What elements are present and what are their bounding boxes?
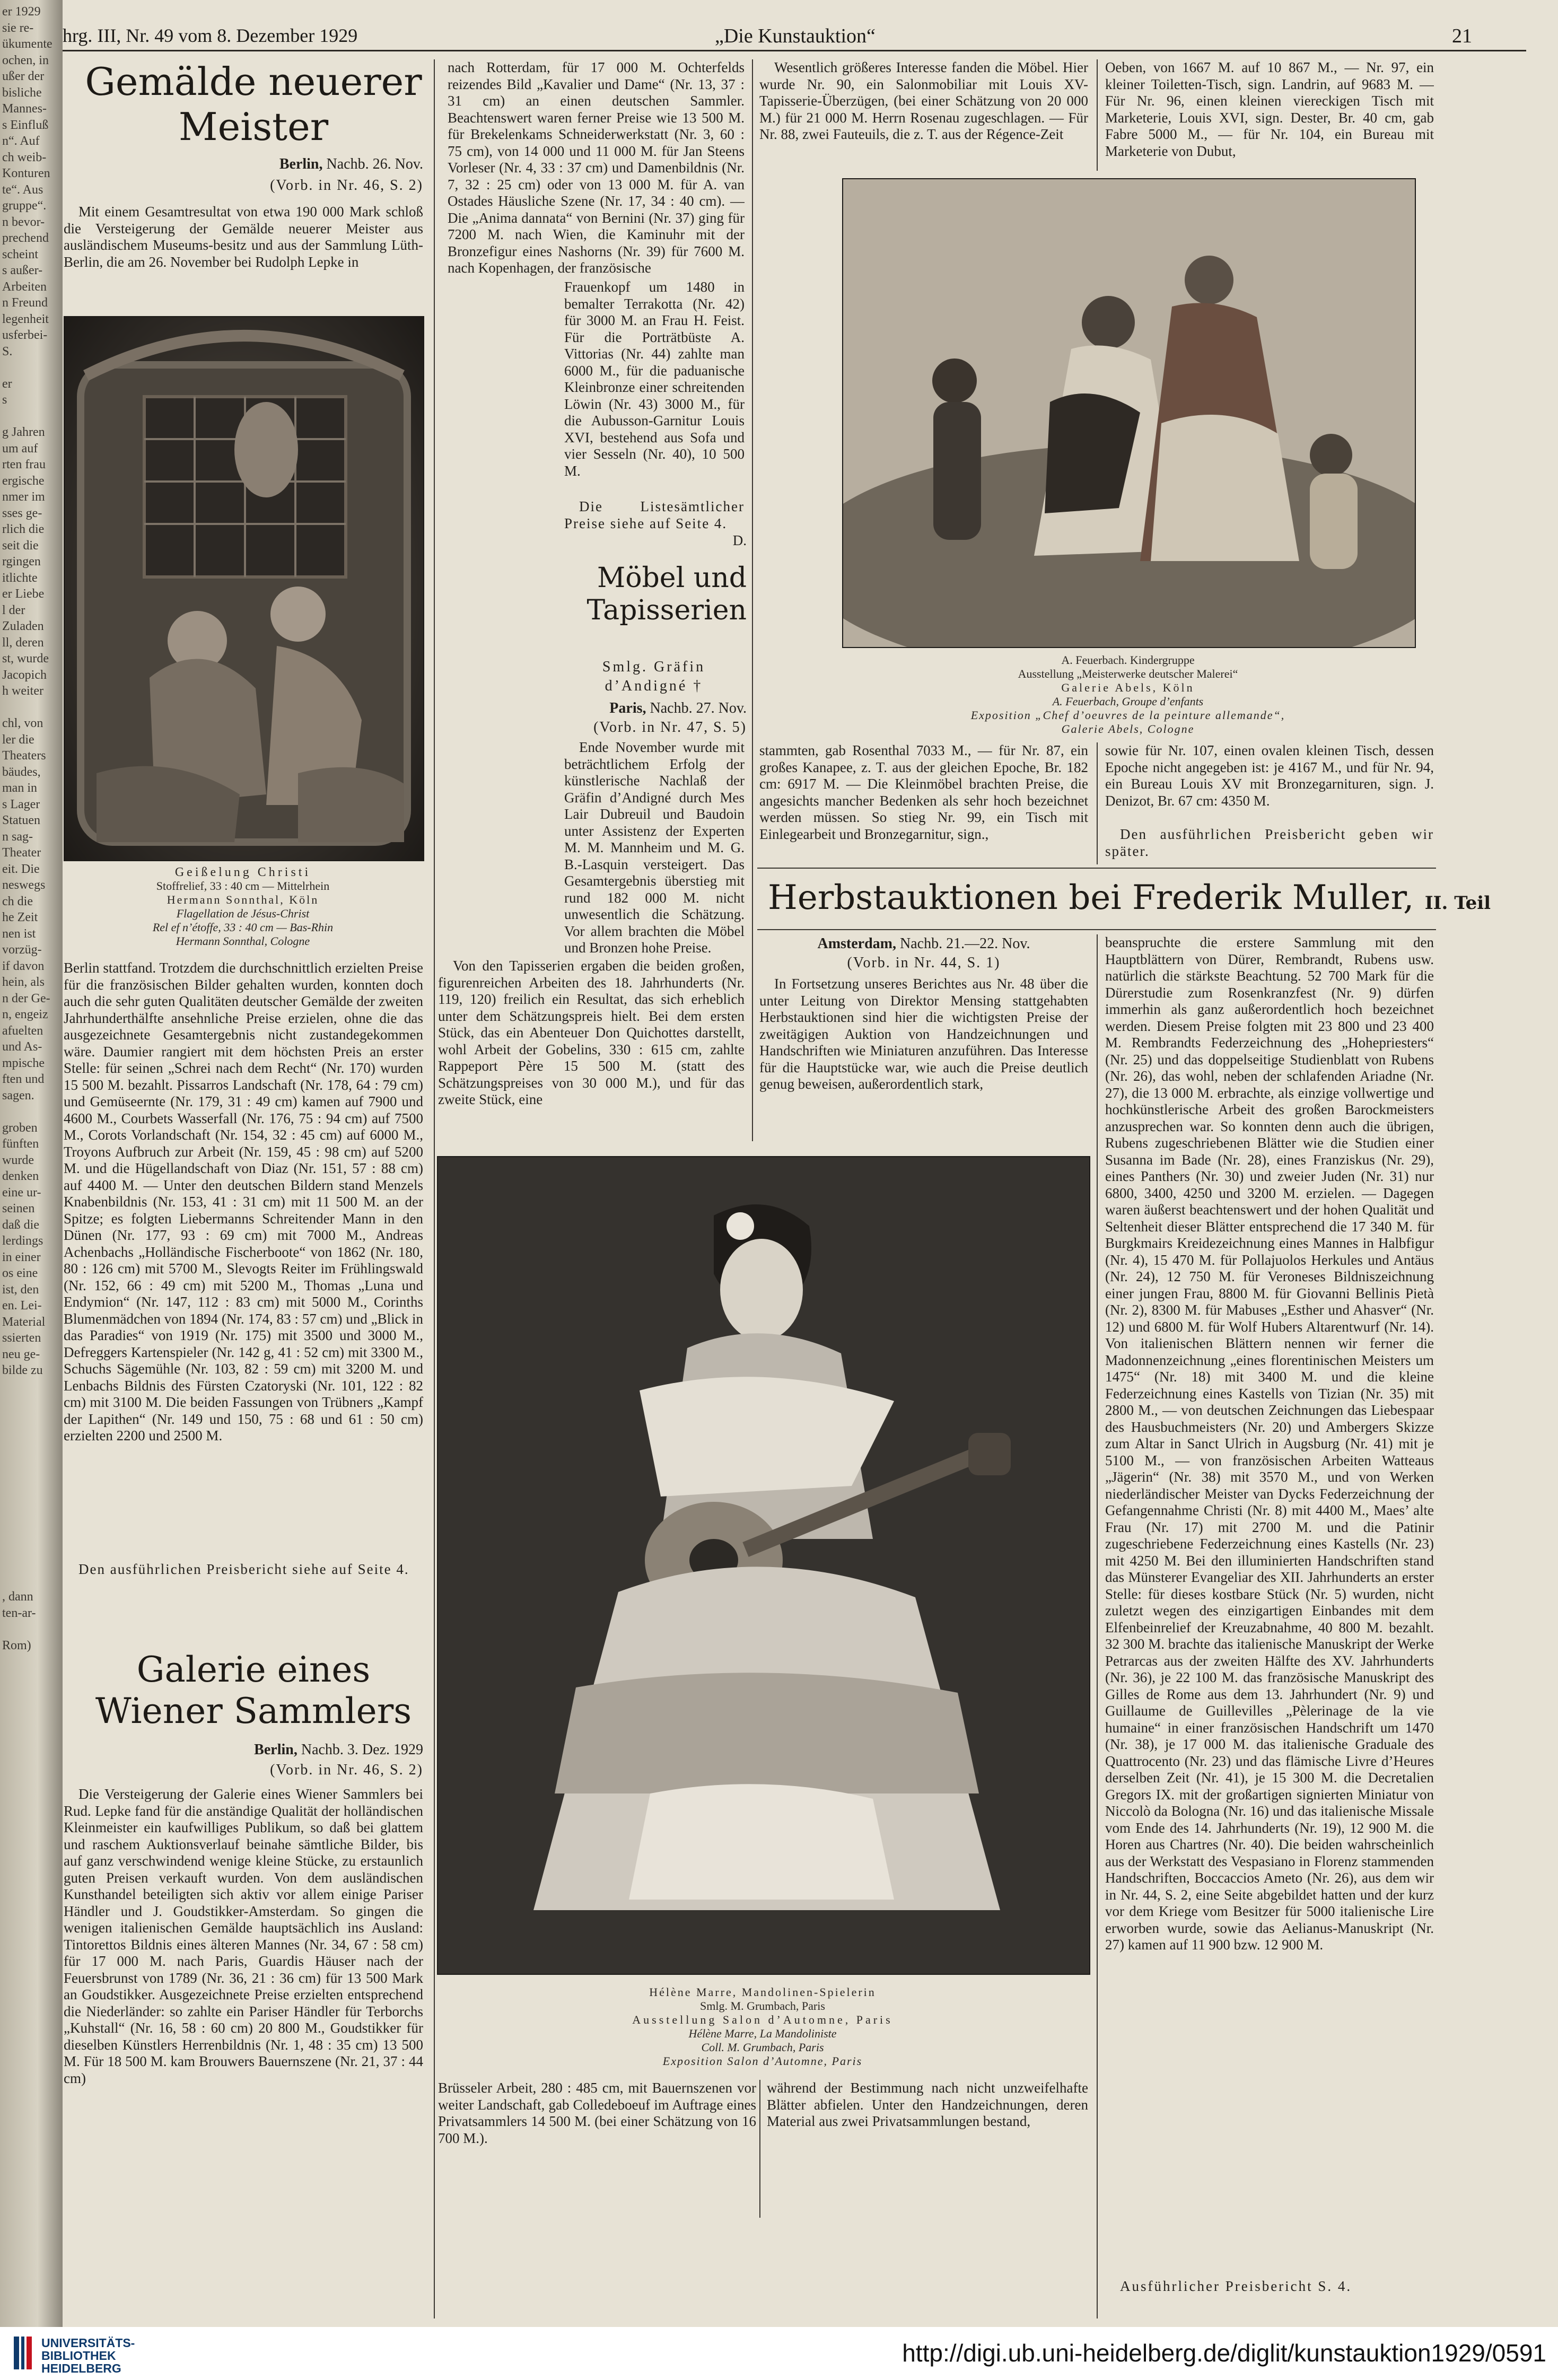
previous-page-text-fragment: hein, als: [2, 975, 45, 989]
paragraph: Die Versteigerung der Galerie eines Wiener Sammlers bei Rud. Lepke fand für die anständige Qualität der holländischen Kleinmeister ein kaufwilliges Publikum, so daß bei glattem und raschem Auktionsverlauf beinahe sämtliche Bilder, bis auf ganz verschwindend wenige kleine Stücke, zu erstaunlich guten Preisen verkauft wurden. Von dem ausländischen Kunsthandel beteiligten sich aktiv vor allem einige Pariser Händler und J. Goudstikker-Amsterdam. So gingen die wenigen italienischen Gemälde hauptsächlich ins Ausland: Tintorettos Bildnis eines älteren Mannes (Nr. 34, 67 : 58 cm) für 17 000 M. nach Paris, Guardis Häuser nach der Feuersbrunst von 1789 (Nr. 36, 21 : 36 cm) für 13 500 Mark an Goudstikker. Ausgezeichnete Preise erzielten entsprechend die Niederländer: so zahlte ein Pariser Händler für Terborchs „Kuhstall“ (Nr. 16, 58 : 60 cm) 20 800 M., Goudstikker für dieselben Künstlers Herrenbildnis (Nr. 1, 48 : 35 cm) 13 500 M. Für 18 500 M. kam Brouwers Bauernszene (Nr. 21, 37 : 44 cm): [64, 1786, 423, 2086]
headline-gemaelde: Gemälde neuerer Meister: [85, 59, 422, 149]
dateline-city: Paris,: [609, 700, 646, 716]
previous-page-text-fragment: os eine: [2, 1266, 38, 1280]
paragraph: Berlin stattfand. Trotzdem die durchschnittlich erzielten Preise für die französischen Bilder gehalten wurden, konnten doch auch die sehr guten Qualitäten deutscher Gemälde der zweiten Jahrhunderthälfte ansehnliche Preise erzielen, ohne die das ausgezeichnete Gesamtergebnis nicht zustandegekommen wäre. Daumier rangiert mit dem höchsten Preis an erster Stelle: für seinen „Schrei nach dem Recht“ (Nr. 170) wurden 15 500 M. bezahlt. Pissarros Landschaft (Nr. 178, 64 : 79 cm) und Gemüseernte (Nr. 179, 31 : 49 cm) kamen auf 7900 und 4600 M., Courbets Wasserfall (Nr. 176, 75 : 94 cm) auf 7500 M., Corots Vorlandschaft (Nr. 154, 32 : 45 cm) auf 6000 M., Troyons Aufbruch zur Arbeit (Nr. 159, 45 : 98 cm) auf 5200 M. und die Hügellandschaft von Diaz (Nr. 151, 57 : 88 cm) auf 4400 M. — Unter den deutschen Bildern stand Menzels Knabenbildnis (Nr. 153, 41 : 31 cm) mit 11 500 M. an der Spitze; es folgten Liebermanns Schreitender Mann in den Dünen (Nr. 177, 93 : 69 cm) mit 7000 M., Andreas Achenbachs „Holländische Fischerboote“ von 1862 (Nr. 180, 80 : 126 cm) mit 5700 M., Slevogts Reiter im Frühlingswald (Nr. 152, 66 : 49 cm) mit 5200 M., Thomas „Luna und Endymion“ (Nr. 147, 112 : 83 cm) mit 5000 M., Corinths Blumenmädchen von 1894 (Nr. 174, 83 : 57 cm) und „Blick in das Paradies“ von 1919 (Nr. 175) mit 3500 und 3000 M., Defreggers Kartenspieler (Nr. 142 g, 41 : 52 cm) mit 3300 M., Schuchs Sägemühle (Nr. 103, 82 : 59 cm) mit 3200 M. und Lenbachs Bildnis des Fürsten Czatoryski (Nr. 101, 122 : 82 cm) mit 3100 M. Die beiden Fassungen von Trübners „Kampf der Lapithen“ (Nr. 149 und 150, 75 : 68 und 61 : 50 cm) erzielten 2200 und 2500 M.: [64, 960, 423, 1443]
paragraph: Oeben, von 1667 M. auf 10 867 M., — Nr. 97, ein kleiner Toiletten-Tisch, sign. Landrin, auf 9683 M. — Für Nr. 96, einen kleinen viereckigen Tisch mit Marketerie, Louis XVI, sign. Dester, Br. 40 cm, gab Fabre 5000 M., — für Nr. 104, ein Bureau mit Marketerie von Dubut,: [1105, 59, 1434, 159]
paragraph: Die Listesämtlicher Preise siehe auf Seite 4.: [564, 498, 745, 531]
logo-line: HEIDELBERG: [41, 2361, 121, 2375]
caption-line: Hélène Marre, La Mandoliniste: [688, 2027, 837, 2040]
preis-note-galerie: [564, 498, 745, 533]
paragraph: Ausführlicher Preisbericht S. 4.: [1120, 2278, 1352, 2294]
previous-page-text-fragment: seinen: [2, 1202, 35, 1215]
previous-page-text-fragment: Rom): [2, 1638, 31, 1652]
paragraph: Ende November wurde mit beträchtlichem Erfolg der künstlerische Nachlaß der Gräfin d’Andigné durch Mes Lair Dubreuil und Baudoin unter Assistenz der Experten M. M. Mannheim und M. G. B.-Lasquin versteigert. Das Gesamtergebnis überstieg mit rund 182 000 M. nicht unwesentlich die Schätzung. Vor allem brachten die Möbel und Bronzen hohe Preise.: [564, 739, 745, 956]
headline-part: II. Teil: [1424, 892, 1491, 914]
article-gemaelde-intro: [64, 204, 423, 308]
article-tapisserien-continued: [438, 2080, 756, 2281]
caption-title: Geißelung Christi: [174, 865, 311, 879]
previous-page-text-fragment: ften und: [2, 1072, 45, 1086]
dateline-date: Nachb. 27. Nov.: [650, 700, 747, 716]
relief-image: [65, 317, 423, 860]
previous-page-text-fragment: n, engeiz: [2, 1008, 48, 1021]
previous-page-text-fragment: Zuladen: [2, 619, 44, 633]
caption-line: A. Feuerbach. Kindergruppe: [1061, 653, 1195, 667]
previous-page-text-fragment: ll, deren: [2, 635, 44, 650]
caption-line: Ausstellung „Meisterwerke deutscher Malerei“: [1018, 667, 1238, 680]
preis-note-moebel: [1105, 826, 1434, 861]
previous-page-text-fragment: bäudes,: [2, 765, 41, 779]
previous-page-text-fragment: rgingen: [2, 555, 41, 568]
column-rule: [1097, 59, 1098, 171]
previous-page-text-fragment: Theaters: [2, 749, 46, 763]
photo-geisselung-christi: [64, 316, 424, 861]
dateline-city: Berlin,: [279, 156, 323, 172]
previous-page-text-fragment: gruppe“.: [2, 199, 47, 213]
logo-line: UNIVERSITÄTS-: [41, 2336, 135, 2350]
previous-page-text-fragment: ch weib-: [2, 150, 47, 164]
previous-page-text-fragment: s außer-: [2, 264, 43, 277]
publication-title: „Die Kunstauktion“: [715, 25, 876, 47]
paragraph: während der Bestimmung nach nicht unzweifelhafte Blätter abfielen. Unter den Handzeichnungen, deren Material aus zwei Privatsammlungen bestand,: [767, 2080, 1088, 2129]
preis-note-gemaelde: [64, 1561, 423, 1579]
newspaper-page: [63, 0, 1558, 2380]
headline-text: Herbstauktionen bei Frederik Muller,: [768, 878, 1414, 917]
caption-line: Flagellation de Jésus-Christ: [176, 907, 310, 920]
subhead-collection-2: d’Andigné †: [605, 678, 703, 694]
caption-line: A. Feuerbach, Groupe d’enfants: [1052, 695, 1204, 708]
caption-line: Galerie Abels, Köln: [1061, 681, 1195, 694]
article-moebel-kleinmoebel: [759, 742, 1088, 864]
logo-line: BIBLIOTHEK: [41, 2349, 116, 2362]
dateline-city: Berlin,: [254, 1742, 297, 1758]
previous-page-text-fragment: eit. Die: [2, 862, 40, 876]
previous-page-text-fragment: s: [2, 393, 7, 407]
university-library-name: [41, 2337, 135, 2375]
previous-page-text-fragment: n bevor-: [2, 215, 45, 229]
article-moebel-continued: [759, 59, 1088, 171]
previous-page-text-fragment: man in: [2, 781, 37, 795]
caption-line: Galerie Abels, Cologne: [1061, 722, 1195, 736]
paragraph: beanspruchte die erstere Sammlung mit den Hauptblättern von Dürer, Rembrandt, Rubens usw. natürlich die stärkste Beachtung. 52 700 Mark für die Dürerstudie zum Rosenkranzfest (Nr. 9) dürfen immerhin als ganz außerordentlich hoch bezeichnet werden. Diesem Preise folgten mit 23 800 und 23 400 M. Rembrandts Federzeichnung des „Hohepriesters“ (Nr. 25) und das doppelseitige Studienblatt von Rubens (Nr. 26), das wohl, neben der schlafenden Ariadne (Nr. 27), die 13 000 M. erbrachte, als einzige vollwertige und hochkünstlerische Arbeit des großen Barockmeisters anzusprechen war. So konnten denn auch die übrigen, Rubens zugeschriebenen Blätter wie die Studien einer Susanna im Bade (Nr. 28), eines Franziskus (Nr. 29), eines Panthers (Nr. 30) und zweier Juden (Nr. 31) nur 6800, 3400, 4250 und 3200 M. erzielen. — Dagegen waren äußerst beachtenswert und der hohen Qualität und Seltenheit dieser Blätter entsprechend die 17 340 M. für Burgkmairs Kreidezeichnung eines Mannes in Halbfigur (Nr. 4), 15 470 M. für Pollajuolos Herkules und Antäus (Nr. 24), 12 750 M. für Veroneses Bildniszeichnung einer jungen Frau, 8800 M. für Giovanni Bellinis Pietà (Nr. 2), 8300 M. für Mabuses „Esther und Ahasver“ (Nr. 12) und 6800 M. für Wolf Hubers Altarentwurf (Nr. 14). Von italienischen Blättern nennen wir ferner die Madonnenzeichnung „eines florentinischen Meisters um 1475“ (Nr. 18) mit 3400 M. und die kleine Federzeichnung eines Kastells von Tizian (Nr. 35) mit 2800 M., — von deutschen Zeichnungen das Liebespaar des Hausbuchmeisters (Nr. 20) und Ambergers Skizze zum Altar in Sanct Ulrich in Augsburg (Nr. 41) mit je 5100 M., — von französischen Arbeiten Watteaus „Jägerin“ (Nr. 38) mit 3570 M., und von Werken niederländischer Meister van Dycks Federzeichnung der Gefangennahme Christi (Nr. 8) mit 4400 M., Maes’ alte Frau (Nr. 17) mit 2700 M. und die Patinir zugeschriebene Federzeichnung eines Kastells (Nr. 23) mit 4250 M. Bei den illuminierten Handschriften stand das Münsterer Evangeliar des XII. Jahrhunderts an erster Stelle: für dieses kostbare Stück (Nr. 5) wurden, nicht zuletzt wegen des einzigartigen Einbandes mit dem Elfenbeinrelief der Kreuzabnahme, 40 800 M. bezahlt. 32 300 M. brachte das italienische Manuskript der Werke Petrarcas aus der zweiten Hälfte des XV. Jahrhunderts (Nr. 36), je 22 100 M. das französische Manuskript des Gilles de Rome aus dem 13. Jahrhundert (Nr. 9) und Guillaume de Guillevilles „Pèlerinage de la vie humaine“ in einer französischen Handschrift um 1470 (Nr. 38), je 17 000 M. das italienische Graduale des Quattrocento (Nr. 23) und das flämische Livre d’Heures derselben Zeit (Nr. 41), je 15 300 M. die Decretalien Gregors IX. mit der großartigen signierten Miniatur von Niccolò da Bologna (Nr. 16) und das italienische Missale vom Ende des 14. Jahrhunderts (Nr. 19), 12 900 M. die Horen aus Chartres (Nr. 40). Die beiden wahrscheinlich aus der Werkstatt des Vespasiano in Florenz stammenden Handschriften, Boccaccios Ameto (Nr. 26), aus dem wir in Nr. 44, S. 2, eine Seite abgebildet hatten und der kurz vor dem Kriege vom Besitzer für 5000 italienische Lire erworben wurde, sowie das Aelianus-Manuskript (Nr. 27) kamen auf 11 900 bzw. 12 900 M.: [1105, 934, 1434, 1953]
previous-page-text-fragment: nmer im: [2, 490, 45, 504]
previous-page-text-fragment: usferbei-: [2, 328, 48, 342]
dateline-gemaelde: [222, 155, 423, 174]
article-galerie-continued: [448, 59, 745, 279]
article-muller-intro: [759, 976, 1088, 1149]
paragraph: Mit einem Gesamtresultat von etwa 190 000 Mark schloß die Versteigerung der Gemälde neuerer Meister aus ausländischem Museums-besitz und aus der Sammlung Lüth-Berlin, die am 26. November bei Rudolph Lepke in: [64, 204, 423, 270]
caption-line: Hélène Marre, Mandolinen-Spielerin: [649, 1985, 876, 1999]
previous-page-edge: [0, 0, 63, 2380]
article-muller-continued: [767, 2080, 1088, 2281]
previous-page-text-fragment: und As-: [2, 1040, 42, 1054]
dateline-date: Nachb. 3. Dez. 1929: [301, 1742, 423, 1758]
previous-page-text-fragment: ükumente: [2, 37, 52, 51]
previous-page-text-fragment: prechend: [2, 231, 49, 245]
page-header: [63, 22, 1526, 51]
section-rule: [757, 929, 1436, 930]
caption-line: Ausstellung Salon d’Automne, Paris: [632, 2013, 893, 2026]
previous-page-text-fragment: s Lager: [2, 797, 40, 811]
article-moebel-kleinmoebel-2: [1105, 742, 1434, 833]
previous-page-text-fragment: nen ist: [2, 926, 36, 941]
paragraph: Frauenkopf um 1480 in bemalter Terrakotta (Nr. 42) für 3000 M. an Frau H. Feist. Für die Porträtbüste A. Vittorias (Nr. 44) zahlte man 6000 M., für die paduanische Kleinbronze einer schreitenden Löwin (Nr. 43) 3000 M., für die Aubusson-Garnitur Louis XVI, bestehend aus Sofa und vier Sesseln (Nr. 40), 10 500 M.: [564, 279, 745, 479]
previous-page-text-fragment: er: [2, 377, 12, 391]
painting-image: [843, 179, 1415, 647]
previous-page-text-fragment: n sag-: [2, 829, 33, 844]
caption-line: Coll. M. Grumbach, Paris: [701, 2041, 824, 2054]
photo-marre-mandolinen-spielerin: [437, 1156, 1090, 1975]
previous-page-text-fragment: ergische: [2, 474, 45, 488]
previous-page-text-fragment: afuelten: [2, 1023, 43, 1038]
source-url-link[interactable]: http://digi.ub.uni-heidelberg.de/diglit/kunstauktion1929/0591: [902, 2339, 1546, 2367]
column-rule: [1097, 742, 1098, 864]
caption-line: Rel ef n’étoffe, 33 : 40 cm — Bas-Rhin: [152, 921, 334, 934]
article-gemaelde-body: [64, 960, 423, 1554]
previous-page-text-fragment: Mannes-: [2, 102, 47, 116]
headline-moebel: Möbel und Tapisserien: [587, 562, 747, 627]
previous-page-text-fragment: en. Lei-: [2, 1299, 42, 1312]
paragraph: nach Rotterdam, für 17 000 M. Ochterfelds reizendes Bild „Kavalier und Dame“ (Nr. 13, 37 : 31 cm) an einen deutschen Sammler. Beachtenswert waren ferner Preise wie 13 500 M. für Brekelenkams Schneiderwerkstatt (Nr. 3, 60 : 75 cm), von 14 000 und 11 000 M. für Jan Steens Vorleser (Nr. 4, 33 : 37 cm) und Damenbildnis (Nr. 7, 32 : 25 cm) oder von 13 000 M. für A. van Ostades Häusliche Szene (Nr. 17, 34 : 40 cm). — Die „Anima dannata“ von Bernini (Nr. 37) ging für 7200 M. nach Wien, die Kaminuhr mit der Bronzefigur eines Nashorns (Nr. 39) für 7600 M. nach Kopenhagen, der französische: [448, 59, 745, 276]
previous-page-text-fragment: if davon: [2, 959, 45, 973]
paragraph: Von den Tapisserien ergaben die beiden großen, figurenreichen Arbeiten des 18. Jahrhunderts (Nr. 119, 120) freilich ein Resultat, das sich erheblich unter dem Schätzungspreis hielt. Bei dem ersten Stück, das ein Abenteuer Don Quichottes darstellt, wohl Arbeit der Gobelins, 330 : 615 cm, zahlte Rappeport Père 15 500 M. (statt des Schätzungspreises von 30 000 M.), und für das zweite Stück, eine: [438, 958, 745, 1107]
caption-line: Hermann Sonnthal, Köln: [167, 893, 319, 906]
previous-page-text-fragment: ten-ar-: [2, 1606, 36, 1620]
previous-page-text-fragment: ußer der: [2, 69, 45, 83]
university-library-logo-icon: [12, 2334, 33, 2372]
previous-page-text-fragment: vorzüg-: [2, 943, 42, 957]
paragraph: stammten, gab Rosenthal 7033 M., — für Nr. 87, ein großes Kanapee, z. T. aus der gleichen Epoche, Br. 182 cm: 6917 M. — Die Kleinmöbel brachten Preise, die angesichts mancher Bedenken als sehr hoch bezeichnet werden müssen. So stieg Nr. 99, ein Tisch mit Einlegearbeit und Bronzegarnitur, sign.,: [759, 742, 1088, 842]
previous-page-text-fragment: rten frau: [2, 458, 46, 471]
previous-page-text-fragment: S.: [2, 344, 13, 358]
previous-page-text-fragment: Jacopich: [2, 668, 47, 682]
dateline-reference: (Vorb. in Nr. 46, S. 2): [270, 177, 423, 194]
dateline-date: Nachb. 21.—22. Nov.: [900, 935, 1030, 952]
previous-page-text-fragment: rlich die: [2, 522, 45, 536]
dateline-date: Nachb. 26. Nov.: [326, 156, 423, 172]
previous-page-text-fragment: er 1929: [2, 5, 41, 19]
dateline-galerie: [211, 1740, 423, 1760]
previous-page-text-fragment: in einer: [2, 1250, 41, 1264]
subhead-collection: Smlg. Gräfin: [602, 659, 706, 675]
caption-feuerbach: [842, 653, 1414, 736]
dateline-moebel: [561, 699, 747, 718]
previous-page-text-fragment: scheint: [2, 247, 38, 261]
previous-page-text-fragment: ler die: [2, 732, 34, 747]
caption-line: Hermann Sonnthal, Cologne: [176, 934, 310, 948]
article-moebel-continued-2: [1105, 59, 1434, 171]
page-number: 21: [1452, 25, 1472, 47]
dateline-muller: [759, 934, 1088, 953]
article-moebel-intro: [564, 739, 745, 958]
previous-page-text-fragment: n Freund: [2, 296, 48, 310]
previous-page-text-fragment: itlichte: [2, 571, 38, 585]
painting-image: [438, 1157, 1089, 1974]
previous-page-text-fragment: sagen.: [2, 1088, 34, 1102]
column-rule: [1097, 934, 1098, 2318]
previous-page-text-fragment: lerdings: [2, 1234, 43, 1248]
previous-page-text-fragment: sses ge-: [2, 506, 42, 520]
previous-page-text-fragment: daß die: [2, 1218, 39, 1232]
dateline-reference: (Vorb. in Nr. 47, S. 5): [593, 719, 747, 736]
previous-page-text-fragment: denken: [2, 1169, 39, 1183]
previous-page-text-fragment: Konturen: [2, 167, 50, 180]
previous-page-text-fragment: Arbeiten: [2, 279, 47, 294]
previous-page-text-fragment: chl, von: [2, 716, 43, 730]
previous-page-text-fragment: eine ur-: [2, 1185, 41, 1200]
caption-line: Smlg. M. Grumbach, Paris: [700, 1999, 825, 2012]
previous-page-text-fragment: fünften: [2, 1137, 39, 1151]
previous-page-text-fragment: te“. Aus: [2, 182, 43, 197]
previous-page-text-fragment: er Liebe: [2, 587, 45, 601]
previous-page-text-fragment: neswegs: [2, 878, 46, 892]
article-moebel-tapisserien: [438, 958, 745, 1143]
paragraph: Den ausführlichen Preisbericht siehe auf Seite 4.: [78, 1561, 409, 1577]
previous-page-text-fragment: wurde: [2, 1153, 34, 1167]
previous-page-text-fragment: neu ge-: [2, 1347, 40, 1361]
previous-page-text-fragment: Theater: [2, 846, 41, 860]
column-rule: [434, 59, 435, 2318]
caption-geisselung: [64, 865, 422, 948]
column-rule: [759, 2080, 760, 2218]
caption-line: Exposition „Chef d’oeuvres de la peinture allemande“,: [970, 708, 1285, 722]
caption-marre: [437, 1985, 1088, 2068]
previous-page-text-fragment: g Jahren: [2, 425, 45, 439]
article-galerie-body: [64, 1786, 423, 2316]
previous-page-text-fragment: bisliche: [2, 85, 42, 100]
preis-note-muller: [1105, 2278, 1434, 2296]
previous-page-text-fragment: ochen, in: [2, 53, 49, 67]
previous-page-text-fragment: n“. Auf: [2, 134, 40, 148]
paragraph: Brüsseler Arbeit, 280 : 485 cm, mit Bauernszenen vor weiter Landschaft, gab Colledeboeuf im Auftrage eines Privatsammlers 14 500 M. (bei einer Schätzung von 16 700 M.).: [438, 2080, 756, 2146]
article-muller-body: [1105, 934, 1434, 2276]
previous-page-text-fragment: Statuen: [2, 813, 40, 827]
headline-muller: [768, 878, 1491, 918]
previous-page-text-fragment: l der: [2, 603, 25, 617]
previous-page-text-fragment: ist, den: [2, 1282, 39, 1297]
issue-info: hrg. III, Nr. 49 vom 8. Dezember 1929: [63, 25, 358, 46]
previous-page-text-fragment: n der Ge-: [2, 991, 50, 1005]
previous-page-text-fragment: seit die: [2, 538, 39, 553]
photo-feuerbach-kindergruppe: [842, 178, 1416, 648]
previous-page-text-fragment: um auf: [2, 441, 38, 456]
section-rule: [757, 868, 1436, 869]
previous-page-text-fragment: legenheit: [2, 312, 49, 326]
previous-page-text-fragment: st, wurde: [2, 652, 49, 666]
previous-page-text-fragment: ssierten: [2, 1331, 41, 1345]
caption-line: Exposition Salon d’Automne, Paris: [662, 2054, 863, 2068]
paragraph: Den ausführlichen Preisbericht geben wir später.: [1105, 826, 1434, 859]
paragraph: sowie für Nr. 107, einen ovalen kleinen Tisch, dessen Epoche nicht angegeben ist: je 4167 M., und für Nr. 94, ein Bureau Louis XV mit Bronzegarnituren, sign. J. Denizot, Br. 67 cm: 4350 M.: [1105, 742, 1434, 809]
caption-line: Stoffrelief, 33 : 40 cm — Mittelrhein: [156, 879, 330, 892]
paragraph: In Fortsetzung unseres Berichtes aus Nr. 48 über die unter Leitung von Direktor Mensing stattgehabten Herbstauktionen sind hier die wichtigsten Preise der zweitägigen Auktion von Handzeichnungen und Handschriften wie Miniaturen anzuführen. Das Interesse für die Hauptstücke war, wie auch die Preise deutlich genug beweisen, außerordentlich stark,: [759, 976, 1088, 1092]
article-galerie-continued-narrow: [564, 279, 745, 502]
headline-galerie: Galerie eines Wiener Sammlers: [95, 1649, 412, 1731]
previous-page-text-fragment: mpische: [2, 1056, 45, 1070]
previous-page-text-fragment: groben: [2, 1121, 38, 1135]
dateline-reference: (Vorb. in Nr. 44, S. 1): [847, 955, 1001, 971]
viewer-footer: [0, 2327, 1558, 2380]
previous-page-text-fragment: he Zeit: [2, 911, 38, 924]
previous-page-text-fragment: Material: [2, 1315, 46, 1329]
dateline-city: Amsterdam,: [817, 935, 897, 952]
previous-page-text-fragment: s Einfluß: [2, 118, 49, 132]
previous-page-text-fragment: bilde zu: [2, 1363, 43, 1377]
author-initial: D.: [732, 532, 747, 548]
dateline-reference: (Vorb. in Nr. 46, S. 2): [270, 1762, 423, 1778]
previous-page-text-fragment: sie re-: [2, 21, 34, 35]
previous-page-text-fragment: h weiter: [2, 684, 43, 698]
previous-page-text-fragment: ch die: [2, 894, 33, 908]
column-rule: [752, 59, 753, 1141]
previous-page-text-fragment: , dann: [2, 1590, 33, 1604]
paragraph: Wesentlich größeres Interesse fanden die Möbel. Hier wurde Nr. 90, ein Salonmobiliar mit Louis XV-Tapisserie-Überzügen, (bei einer Schätzung von 20 000 M.) für 21 000 M. Herrn Rosenau zugeschlagen. — Für Nr. 88, zwei Fauteuils, die z. T. aus der Régence-Zeit: [759, 59, 1088, 142]
